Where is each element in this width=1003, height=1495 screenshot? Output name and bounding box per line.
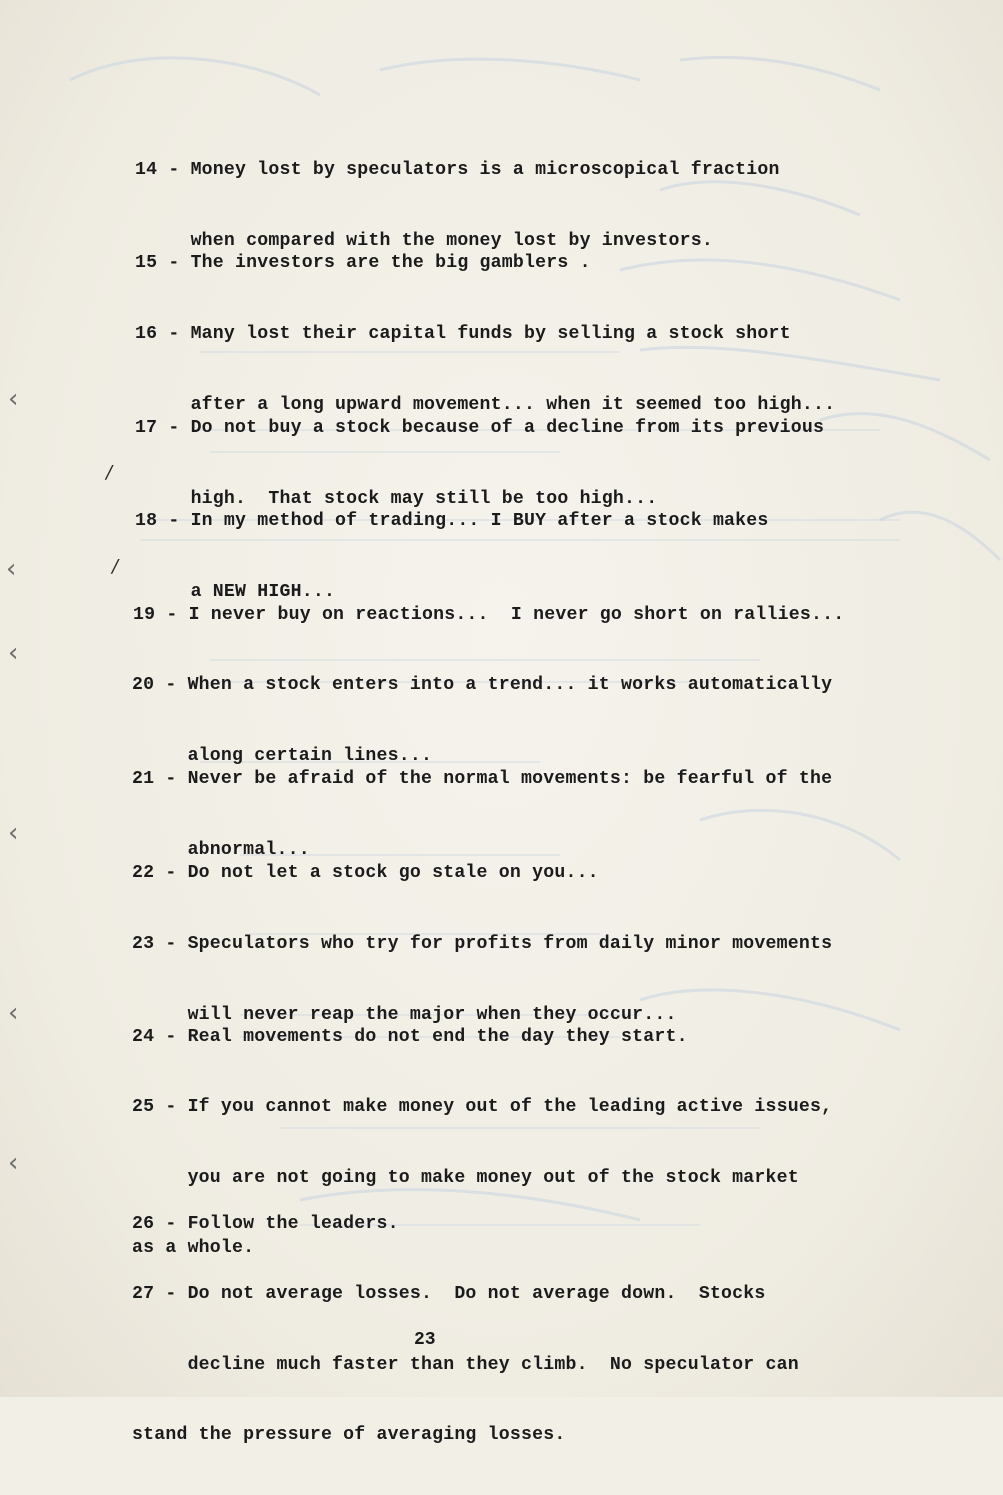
- entry-line: stand the pressure of averaging losses.: [132, 1425, 566, 1445]
- entry-line: 23 - Speculators who try for profits from daily minor movements: [132, 934, 833, 954]
- entry-line: 22 - Do not let a stock go stale on you...: [132, 863, 599, 883]
- entry-line: 25 - If you cannot make money out of the leading active issues,: [132, 1097, 833, 1117]
- check-mark: /: [106, 462, 113, 483]
- entry-line: 26 - Follow the leaders.: [132, 1214, 399, 1234]
- entry-line: 16 - Many lost their capital funds by selling a stock short: [135, 324, 791, 344]
- entry-line: 18 - In my method of trading... I BUY after a stock makes: [135, 511, 769, 531]
- check-mark: /: [112, 556, 119, 577]
- entry-line: 14 - Money lost by speculators is a microscopical fraction: [135, 160, 780, 180]
- entry-line: 24 - Real movements do not end the day they start.: [132, 1027, 688, 1047]
- margin-bracket-mark: ‹: [6, 554, 17, 584]
- entry-line: 20 - When a stock enters into a trend... it works automatically: [132, 675, 833, 695]
- entry-line: 21 - Never be afraid of the normal movements: be fearful of the: [132, 769, 833, 789]
- margin-bracket-mark: ‹: [8, 638, 19, 668]
- entry-line: after a long upward movement... when it seemed too high...: [135, 394, 836, 415]
- margin-bracket-mark: ‹: [8, 998, 19, 1028]
- entry-line: 15 - The investors are the big gamblers .: [135, 253, 591, 273]
- entry-line: will never reap the major when they occur...: [132, 1004, 677, 1025]
- page-number: 23: [414, 1330, 436, 1350]
- entry-line: when compared with the money lost by investors.: [135, 230, 713, 251]
- entry-line: a NEW HIGH...: [135, 581, 336, 602]
- entry-line: you are not going to make money out of the stock market: [132, 1167, 799, 1188]
- entry-line: as a whole.: [132, 1238, 255, 1258]
- margin-bracket-mark: ‹: [8, 818, 19, 848]
- margin-bracket-mark: ‹: [8, 384, 19, 414]
- margin-bracket-mark: ‹: [8, 1148, 19, 1178]
- entry-line: 27 - Do not average losses. Do not average down. Stocks: [132, 1284, 766, 1304]
- entry-line: decline much faster than they climb. No speculator can: [132, 1354, 799, 1375]
- entry-line: 19 - I never buy on reactions... I never go short on rallies...: [133, 605, 845, 625]
- entry-line: abnormal...: [132, 839, 310, 860]
- entry-line: high. That stock may still be too high...: [135, 488, 658, 509]
- entry-line: 17 - Do not buy a stock because of a decline from its previous: [135, 418, 825, 438]
- entry-27: [132, 1236, 799, 1495]
- entry-line: along certain lines...: [132, 745, 433, 766]
